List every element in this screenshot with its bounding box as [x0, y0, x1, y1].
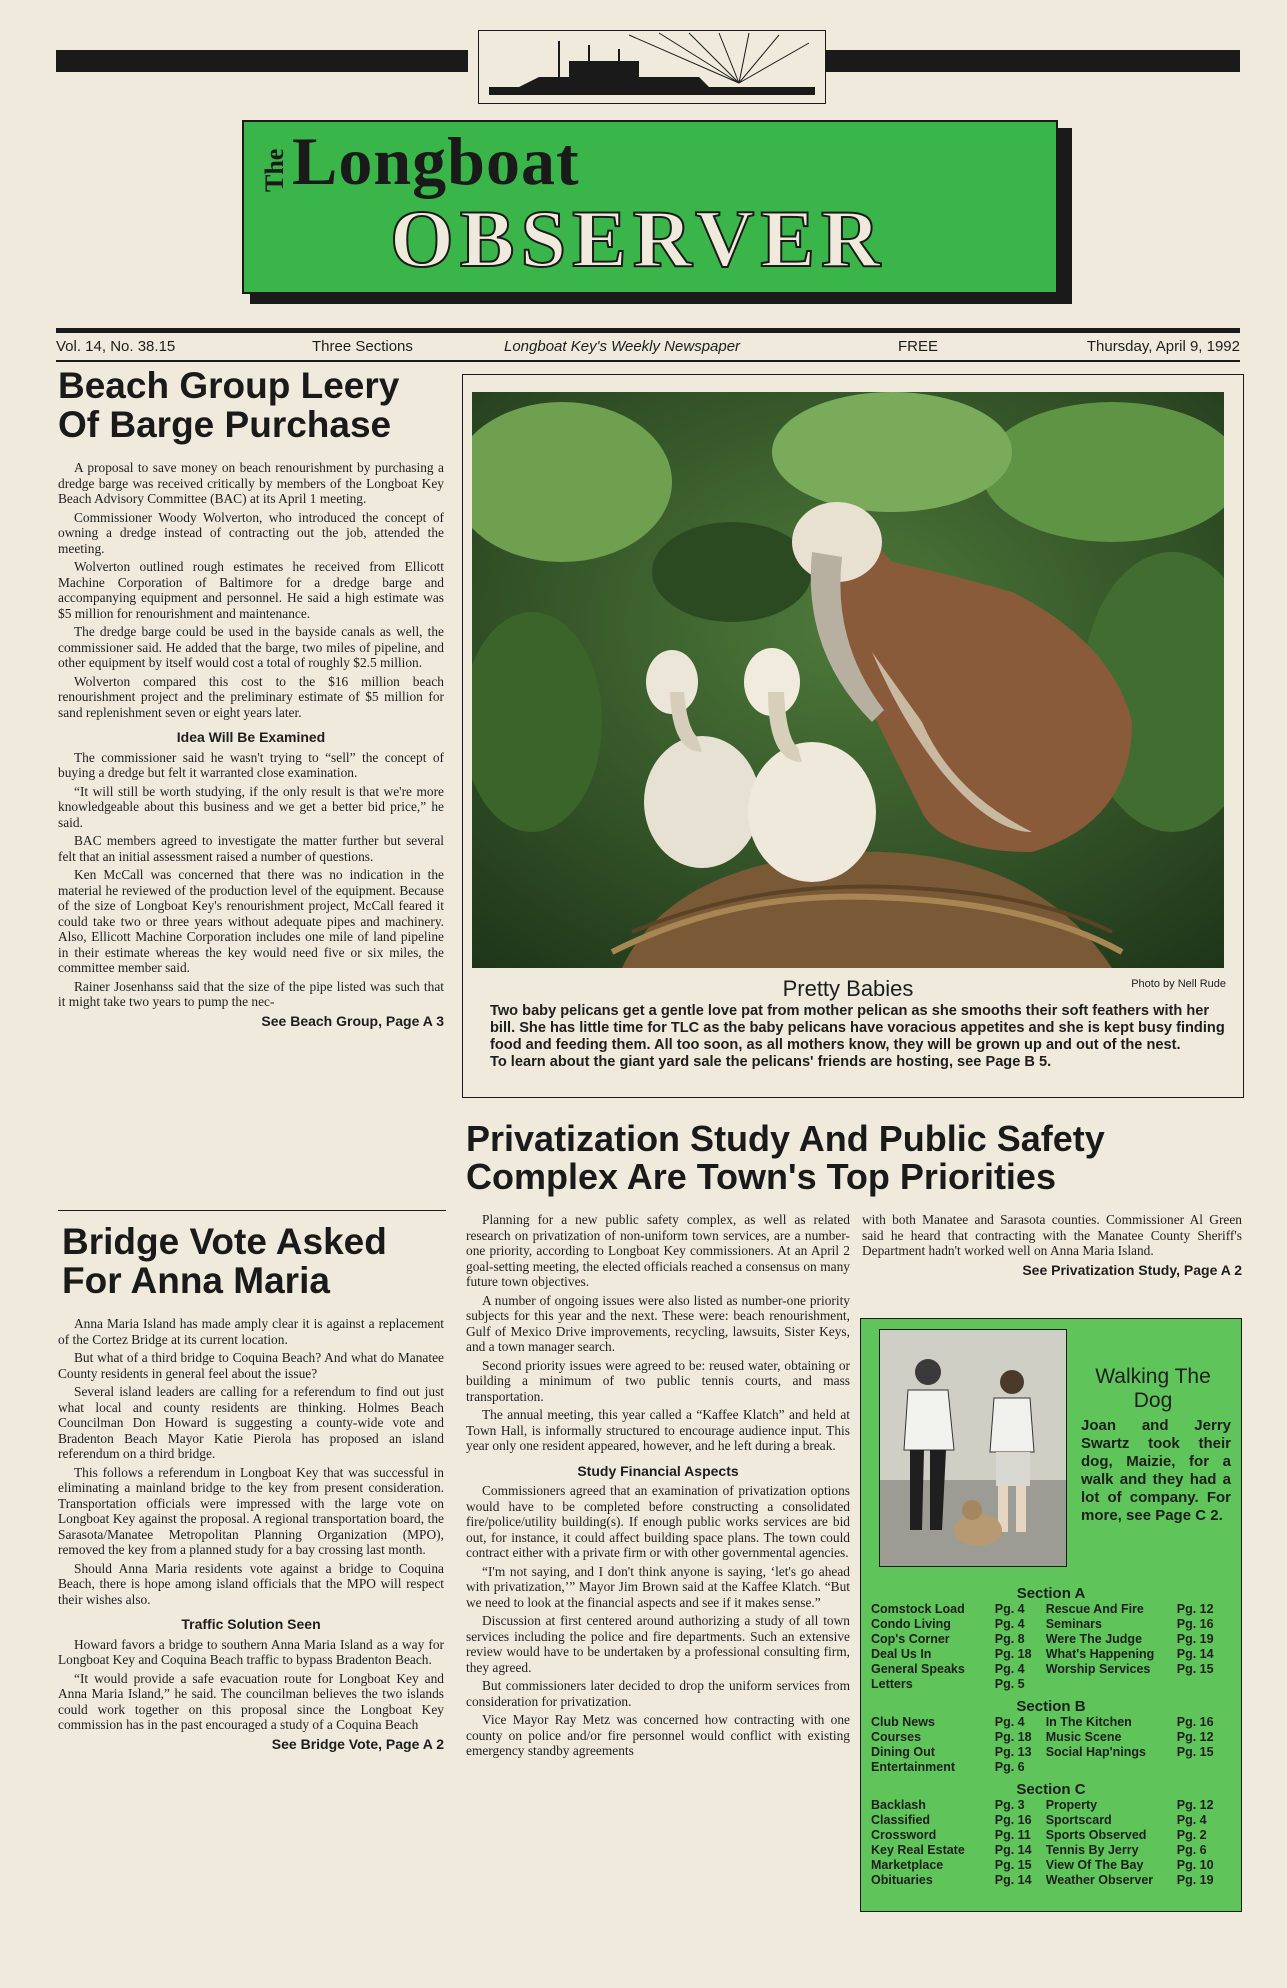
paragraph: The commissioner said he wasn't trying to “sell” the concept of buying a dredge but felt it warranted close examination.: [58, 749, 444, 780]
paragraph: This follows a referendum in Longboat Key that was successful in eliminating a mainland bridge to the key from present consideration. Transportation officials were impressed with the large vote on Longboat Key against the proposal. A regional transportation board, the Sarasota/Manatee Metropolitan Planning Organization (MPO), removed the key from a planned study for a bay crossing last month.: [58, 1464, 444, 1557]
privatization-headline-line-1: Privatization Study And Public Safety: [466, 1118, 1105, 1159]
bridge-headline-line-1: Bridge Vote Asked: [62, 1221, 387, 1262]
tagline: Longboat Key's Weekly Newspaper: [504, 338, 741, 355]
index-entry-page[interactable]: Pg. 10: [1176, 1858, 1214, 1872]
paragraph: Howard favors a bridge to southern Anna Maria Island as a way for Longboat Key and Coquina Beach traffic to bypass Bradenton Beach.: [58, 1636, 444, 1667]
index-entry-name[interactable]: General Speaks: [871, 1662, 965, 1676]
index-entry-name[interactable]: Backlash: [871, 1798, 926, 1812]
section-b-heading: Section B: [1016, 1698, 1086, 1715]
index-entry-page[interactable]: Pg. 15: [1176, 1745, 1214, 1759]
index-entry-name[interactable]: Marketplace: [871, 1858, 944, 1872]
index-row: [869, 1858, 1233, 1873]
index-entry-page[interactable]: Pg. 4: [994, 1617, 1025, 1631]
paragraph: Several island leaders are calling for a referendum to find out just what local and county residents are thinking. Holmes Beach Councilman Don Howard is suggesting a county-wide vote and Bradenton Beach Mayor Katie Pierola has proposed an island referendum on a third bridge.: [58, 1384, 444, 1461]
index-entry-name[interactable]: Obituaries: [871, 1873, 933, 1887]
index-entry-name[interactable]: Crossword: [871, 1828, 937, 1842]
index-entry-name[interactable]: Courses: [871, 1730, 922, 1744]
privatization-headline-line-2: Complex Are Town's Top Priorities: [466, 1156, 1056, 1198]
column-divider: [58, 1210, 446, 1211]
index-entry-page[interactable]: Pg. 5: [994, 1677, 1025, 1691]
photo-credit: Photo by Nell Rude: [1131, 978, 1226, 990]
index-row: [869, 1873, 1233, 1888]
paragraph: Ken McCall was concerned that there was no indication in the material he reviewed of the production level of the equipment. Because of the size of Longboat Key's renourishment project, McCall feared it could take two or three years without adequate pipes and machinery. Also, Ellicott Machine Corporation includes one mile of land pipeline in their estimate whereas the key would need five or six miles, the committee member said.: [58, 867, 444, 975]
index-entry-page[interactable]: Pg. 15: [1176, 1662, 1214, 1676]
paragraph: But what of a third bridge to Coquina Beach? And what do Manatee County residents in general feel about the issue?: [58, 1350, 444, 1381]
issue-date: Thursday, April 9, 1992: [1086, 338, 1240, 355]
index-entry-page[interactable]: Pg. 18: [994, 1730, 1032, 1744]
index-entry-page[interactable]: Pg. 2: [1176, 1828, 1207, 1842]
index-row: [869, 1677, 1233, 1692]
masthead-rule-right: [826, 50, 1240, 72]
dog-title-line-2: Dog: [1133, 1389, 1173, 1412]
index-entry-page[interactable]: Pg. 12: [1176, 1730, 1214, 1744]
index-entry-name[interactable]: [1044, 1760, 1175, 1775]
index-row: [869, 1632, 1233, 1647]
index-entry-name[interactable]: Tennis By Jerry: [1045, 1843, 1139, 1857]
index-entry-page[interactable]: Pg. 12: [1176, 1798, 1214, 1812]
paragraph: Vice Mayor Ray Metz was concerned how contracting with one county on police and/or fire personnel would conflict with existing emergency standby agreements: [466, 1712, 850, 1758]
photo-caption-see[interactable]: To learn about the giant yard sale the pelicans' friends are hosting, see Page B 5.: [490, 1054, 1052, 1070]
pelican-photo: [472, 392, 1224, 968]
index-entry-name[interactable]: Condo Living: [871, 1617, 951, 1631]
bridge-headline: [62, 1222, 462, 1300]
beach-jump-link[interactable]: See Beach Group, Page A 3: [261, 1012, 444, 1029]
index-entry-name[interactable]: Comstock Load: [871, 1602, 965, 1616]
index-entry-page[interactable]: Pg. 16: [1176, 1715, 1214, 1729]
index-entry-page[interactable]: Pg. 19: [1176, 1873, 1214, 1887]
index-entry-page[interactable]: Pg. 4: [994, 1602, 1025, 1616]
index-row: [869, 1798, 1233, 1813]
section-b-table: [869, 1715, 1233, 1775]
index-entry-name[interactable]: View Of The Bay: [1045, 1858, 1144, 1872]
photo-title: Pretty Babies: [782, 976, 914, 1001]
index-entry-name[interactable]: Dining Out: [871, 1745, 935, 1759]
index-row: [869, 1745, 1233, 1760]
index-entry-name[interactable]: Property: [1045, 1798, 1098, 1812]
paragraph: Commissioners agreed that an examination of privatization options would have to be completed before constructing a consolidated fire/police/utility building(s). If enough public works services are bid out, for instance, it could affect building space plans. The town could contract either with a private firm or with other governmental agencies.: [466, 1483, 850, 1560]
privatization-body-col2: [862, 1212, 1242, 1278]
index-entry-page[interactable]: [1175, 1677, 1233, 1692]
ship-logo: [478, 30, 826, 104]
paragraph: Planning for a new public safety complex, as well as related research on privatization of non-uniform town services, are a number-one priority, according to Longboat Key commissioners. At an April 2 goal-setting meeting, the elected officials reached a consensus on many future town objectives.: [466, 1212, 850, 1289]
paragraph: with both Manatee and Sarasota counties. Commissioner Al Green said he heard that contracting with the Manatee County Sheriff's Department hadn't worked well on Anna Maria Island.: [862, 1212, 1242, 1258]
photo-caption: [490, 1003, 1226, 1071]
index-entry-name[interactable]: Entertainment: [871, 1760, 956, 1774]
masthead-rule-left: [56, 50, 468, 72]
index-entry-name[interactable]: Deal Us In: [871, 1647, 932, 1661]
index-entry-page[interactable]: Pg. 15: [994, 1858, 1032, 1872]
index-row: [869, 1617, 1233, 1632]
dateline-rule-bottom: [56, 360, 1240, 362]
index-row: [869, 1828, 1233, 1843]
index-entry-page[interactable]: Pg. 13: [994, 1745, 1032, 1759]
index-entry-page[interactable]: Pg. 19: [1176, 1632, 1214, 1646]
privatization-subhead: Study Financial Aspects: [577, 1462, 739, 1479]
index-entry-name[interactable]: Rescue And Fire: [1045, 1602, 1144, 1616]
index-entry-page[interactable]: Pg. 4: [994, 1662, 1025, 1676]
dog-photo: [879, 1329, 1067, 1567]
dog-title-line-1: Walking The: [1095, 1365, 1211, 1388]
photo-caption-text: Two baby pelicans get a gentle love pat from mother pelican as she smooths their soft feathers with her bill. She has little time for TLC as the baby pelicans have voracious appetites and she is kept busy finding food and feeding them. All too soon, as all mothers know, they will be grown up and out of the nest.: [490, 1003, 1225, 1053]
index-row: [869, 1715, 1233, 1730]
index-entry-page[interactable]: Pg. 4: [994, 1715, 1025, 1729]
index-entry-page[interactable]: Pg. 11: [994, 1828, 1031, 1842]
beach-headline-line-1: Beach Group Leery: [58, 365, 400, 406]
paragraph: “I'm not saying, and I don't think anyone is saying, ‘let's go ahead with privatization,’” Mayor Jim Brown said at the Kaffee Klatch. “But we need to look at the financial aspects and see if it makes sense.”: [466, 1563, 850, 1610]
paragraph: Anna Maria Island has made amply clear it is against a replacement of the Cortez Bridge at its current location.: [58, 1316, 444, 1347]
index-entry-name[interactable]: Club News: [871, 1715, 935, 1729]
paragraph: A proposal to save money on beach renourishment by purchasing a dredge barge was received critically by members of the Longboat Key Beach Advisory Committee (BAC) at its April 1 meeting.: [58, 460, 444, 506]
paragraph: Wolverton compared this cost to the $16 million beach renourishment project and the preliminary estimate of $5 million for sand replenishment seven or eight years later.: [58, 673, 444, 720]
index-row: [869, 1843, 1233, 1858]
index-entry-name[interactable]: Weather Observer: [1045, 1873, 1154, 1887]
paragraph: A number of ongoing issues were also listed as number-one priority subjects for this year and the next. These were: beach renourishment, Gulf of Mexico Drive improvements, recycling, lawsuits, Sister Keys, and a town manager search.: [466, 1292, 850, 1354]
paragraph: “It will still be worth studying, if the only result is that we're more knowledgeable about this business and we get a better bid price,” he said.: [58, 783, 444, 830]
volume: Vol. 14, No. 38.15: [56, 338, 176, 355]
index-entry-page[interactable]: Pg. 16: [994, 1813, 1032, 1827]
index-row: [869, 1602, 1233, 1617]
paragraph: Should Anna Maria residents vote against a bridge to Coquina Beach, there is hope among island officials that the MPO will respect their wishes also.: [58, 1560, 444, 1607]
beach-story-body: [58, 460, 444, 1029]
masthead-box: [242, 120, 1058, 294]
index-entry-name[interactable]: Key Real Estate: [871, 1843, 965, 1857]
dateline: [56, 338, 1240, 356]
index-entry-page[interactable]: Pg. 6: [1176, 1843, 1207, 1857]
index-row: [869, 1647, 1233, 1662]
dateline-rule-top: [56, 328, 1240, 333]
index-row: [869, 1662, 1233, 1677]
index-box: [860, 1318, 1242, 1912]
dog-caption: Joan and Jerry Swartz took their dog, Maizie, for a walk and they had a lot of company. For more, see Page C 2.: [1081, 1417, 1231, 1524]
index-entry-page[interactable]: Pg. 3: [994, 1798, 1025, 1812]
index-entry-name[interactable]: In The Kitchen: [1045, 1715, 1132, 1729]
paragraph: The annual meeting, this year called a “Kaffee Klatch” and held at Town Hall, is informally structured to encourage audience input. This year only one resident appeared, however, and he left during a break.: [466, 1407, 850, 1453]
index-entry-page[interactable]: Pg. 16: [1176, 1617, 1214, 1631]
sections-count: Three Sections: [312, 338, 413, 355]
index-entry-name[interactable]: Social Hap'nings: [1045, 1745, 1146, 1759]
bridge-subhead: Traffic Solution Seen: [181, 1616, 321, 1632]
section-a-table: [869, 1602, 1233, 1692]
bridge-jump-link[interactable]: See Bridge Vote, Page A 2: [271, 1735, 444, 1752]
beach-headline-line-2: Of Barge Purchase: [58, 404, 392, 446]
index-entry-page[interactable]: Pg. 14: [1176, 1647, 1214, 1661]
index-row: [869, 1730, 1233, 1745]
index-entry-name[interactable]: Music Scene: [1045, 1730, 1122, 1744]
paragraph: “It would provide a safe evacuation route for Longboat Key and Anna Maria Island,” he said. The councilman believes the two islands could work together on this proposal since the Longboat Key commission has in the past encouraged a study of a Coquina Beach: [58, 1670, 444, 1732]
index-row: [869, 1813, 1233, 1828]
dog-title: [1075, 1365, 1231, 1413]
paragraph: But commissioners later decided to drop the uniform services from consideration for privatization.: [466, 1678, 850, 1709]
index-entry-page[interactable]: Pg. 4: [1176, 1813, 1207, 1827]
index-entry-page[interactable]: Pg. 6: [994, 1760, 1025, 1774]
beach-subhead: Idea Will Be Examined: [176, 729, 326, 745]
index-entry-name[interactable]: Cop's Corner: [871, 1632, 950, 1646]
masthead-name-top: Longboat: [292, 123, 580, 199]
index-entry-name[interactable]: [1044, 1677, 1175, 1692]
index-entry-name[interactable]: Worship Services: [1045, 1662, 1151, 1676]
privatization-body-col1: [466, 1212, 850, 1762]
index-entry-page[interactable]: Pg. 14: [994, 1843, 1032, 1857]
bridge-headline-line-2: For Anna Maria: [62, 1260, 330, 1302]
price: FREE: [898, 338, 939, 355]
index-entry-name[interactable]: Sports Observed: [1045, 1828, 1147, 1842]
index-entry-name[interactable]: Sportscard: [1045, 1813, 1112, 1827]
index-entry-name[interactable]: Were The Judge: [1045, 1632, 1143, 1646]
section-a-heading: Section A: [1016, 1585, 1086, 1602]
masthead-the: The: [260, 148, 289, 192]
paragraph: Discussion at first centered around authorizing a study of all town services including the police and fire departments. Such an extensive review would have to be undertaken by a professional consulting firm, they agreed.: [466, 1613, 850, 1675]
paragraph: Rainer Josenhanss said that the size of the pipe listed was such that it might take two years to pump the nec-: [58, 978, 444, 1009]
privatization-headline: [466, 1120, 1246, 1196]
index-entry-name[interactable]: Letters: [871, 1677, 913, 1691]
beach-headline: [58, 366, 458, 444]
paragraph: BAC members agreed to investigate the matter further but several felt that an initial assessment raised a number of questions.: [58, 833, 444, 864]
index-entry-page[interactable]: [1175, 1760, 1233, 1775]
privatization-jump-link[interactable]: See Privatization Study, Page A 2: [1022, 1261, 1242, 1278]
index-entry-page[interactable]: Pg. 8: [994, 1632, 1025, 1646]
index-content: [869, 1585, 1233, 1888]
index-entry-page[interactable]: Pg. 12: [1176, 1602, 1214, 1616]
bridge-story-body: [58, 1316, 444, 1752]
section-c-table: [869, 1798, 1233, 1888]
paragraph: Commissioner Woody Wolverton, who introduced the concept of owning a dredge instead of contracting out the job, attended the meeting.: [58, 509, 444, 556]
section-c-heading: Section C: [1016, 1781, 1086, 1798]
index-entry-page[interactable]: Pg. 18: [994, 1647, 1032, 1661]
index-row: [869, 1760, 1233, 1775]
index-entry-name[interactable]: Classified: [871, 1813, 931, 1827]
paragraph: Second priority issues were agreed to be: reused water, obtaining or building a minimum of two public tennis courts, and mass transportation.: [466, 1357, 850, 1404]
paragraph: Wolverton outlined rough estimates he received from Ellicott Machine Corporation of Baltimore for a dredge barge and accompanying equipment and personnel. He said a high estimate was $5 million for renourishment and maintenance.: [58, 559, 444, 621]
index-entry-name[interactable]: Seminars: [1045, 1617, 1102, 1631]
index-entry-name[interactable]: What's Happening: [1045, 1647, 1155, 1661]
paragraph: The dredge barge could be used in the bayside canals as well, the commissioner said. He added that the barge, two miles of pipeline, and other equipment by itself would cost a total of roughly $2.5 million.: [58, 624, 444, 670]
index-entry-page[interactable]: Pg. 14: [994, 1873, 1032, 1887]
masthead-name-bottom: OBSERVER: [390, 193, 887, 284]
